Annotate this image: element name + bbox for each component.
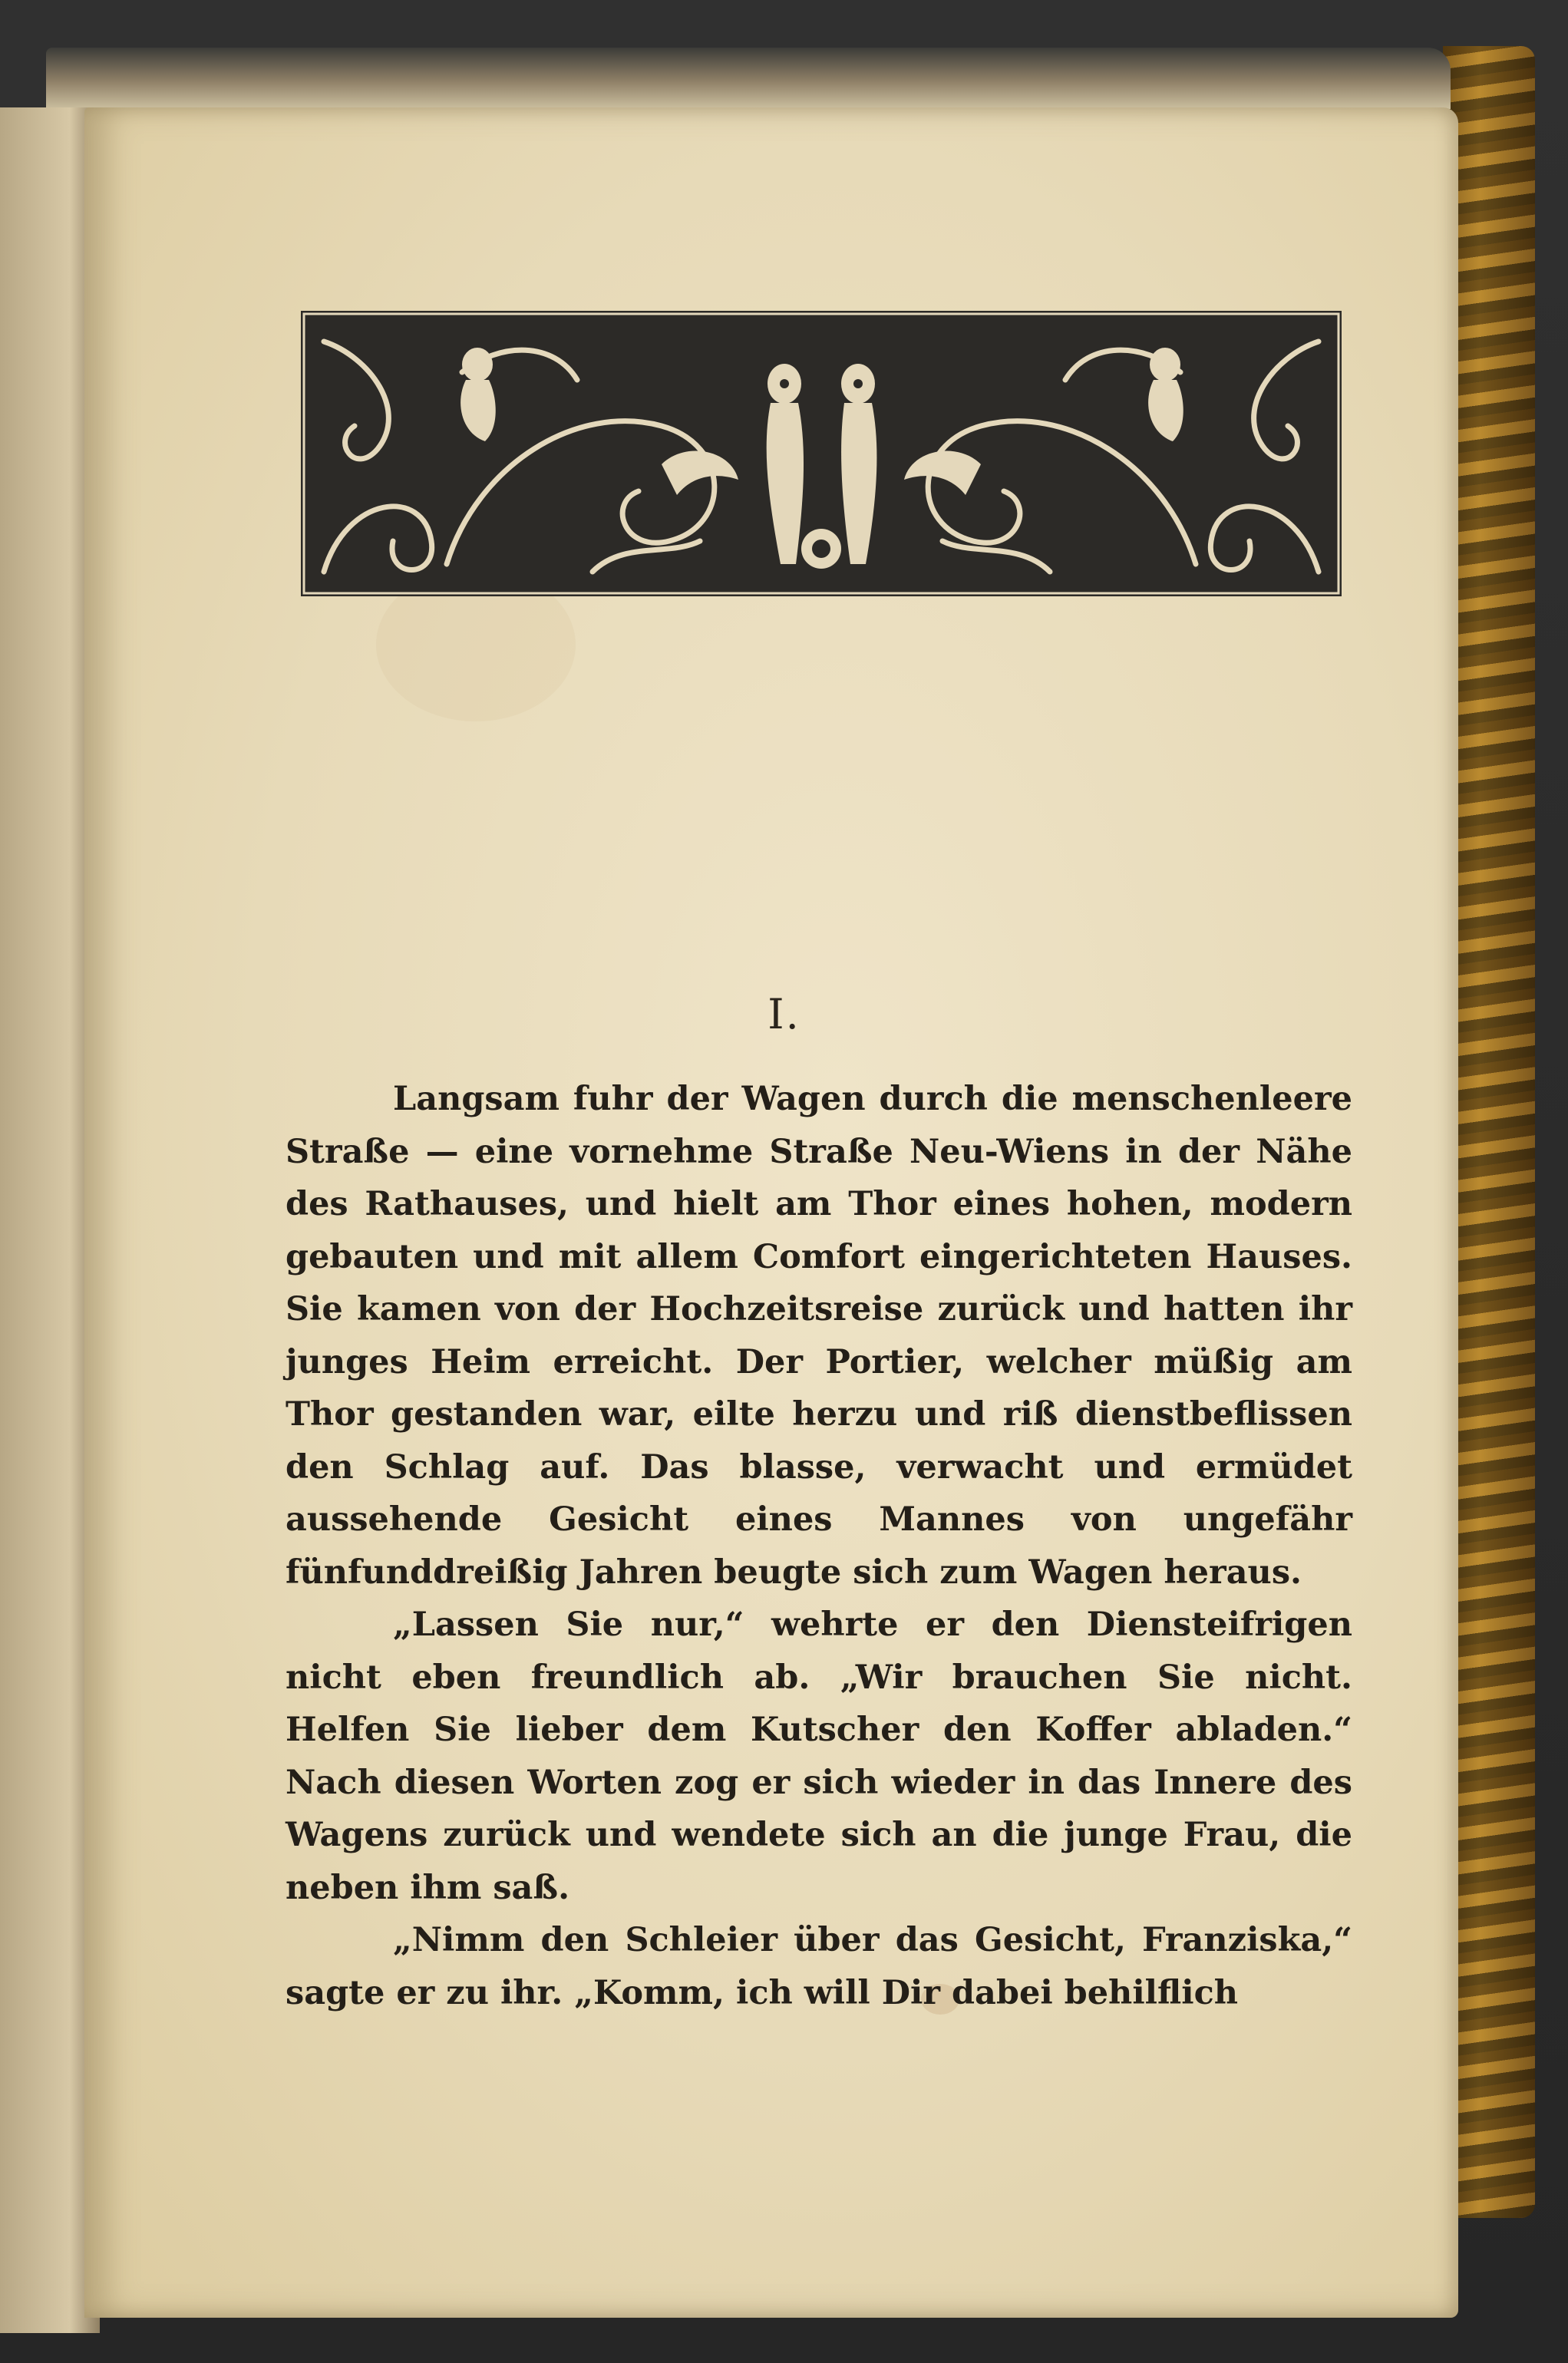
- chapter-number: I.: [767, 990, 801, 1038]
- chapter-body-text: [286, 1073, 1352, 2019]
- book-top-edge: [46, 48, 1451, 109]
- paragraph-2: „Lassen Sie nur,“ wehrte er den Diensteifrigen nicht eben freundlich ab. „Wir brauchen Sie nicht. Helfen Sie lieber dem Kutscher den Koffer abladen.“ Nach diesen Worten zog er sich wieder in das Innere des Wagens zurück und wendete sich an die junge Frau, die neben ihm saß.: [286, 1606, 1352, 1907]
- paragraph-3: „Nimm den Schleier über das Gesicht, Franziska,“ sagte er zu ihr. „Komm, ich will Dir dabei behilflich: [286, 1921, 1352, 2012]
- decorative-header-ornament: [301, 311, 1342, 596]
- paragraph-1: Langsam fuhr der Wagen durch die menschenleere Straße — eine vornehme Straße Neu-Wiens in der Nähe des Rathauses, und hielt am Thor eines hohen, modern gebauten und mit allem Comfort eingerichteten Hauses. Sie kamen von der Hochzeitsreise zurück und hatten ihr junges Heim erreicht. Der Portier, welcher müßig am Thor gestanden war, eilte herzu und riß dienstbeflissen den Schlag auf. Das blasse, verwacht und ermüdet aussehende Gesicht eines Mannes von ungefähr fünfunddreißig Jahren beugte sich zum Wagen heraus.: [286, 1080, 1352, 1592]
- faint-show-through: [714, 814, 734, 863]
